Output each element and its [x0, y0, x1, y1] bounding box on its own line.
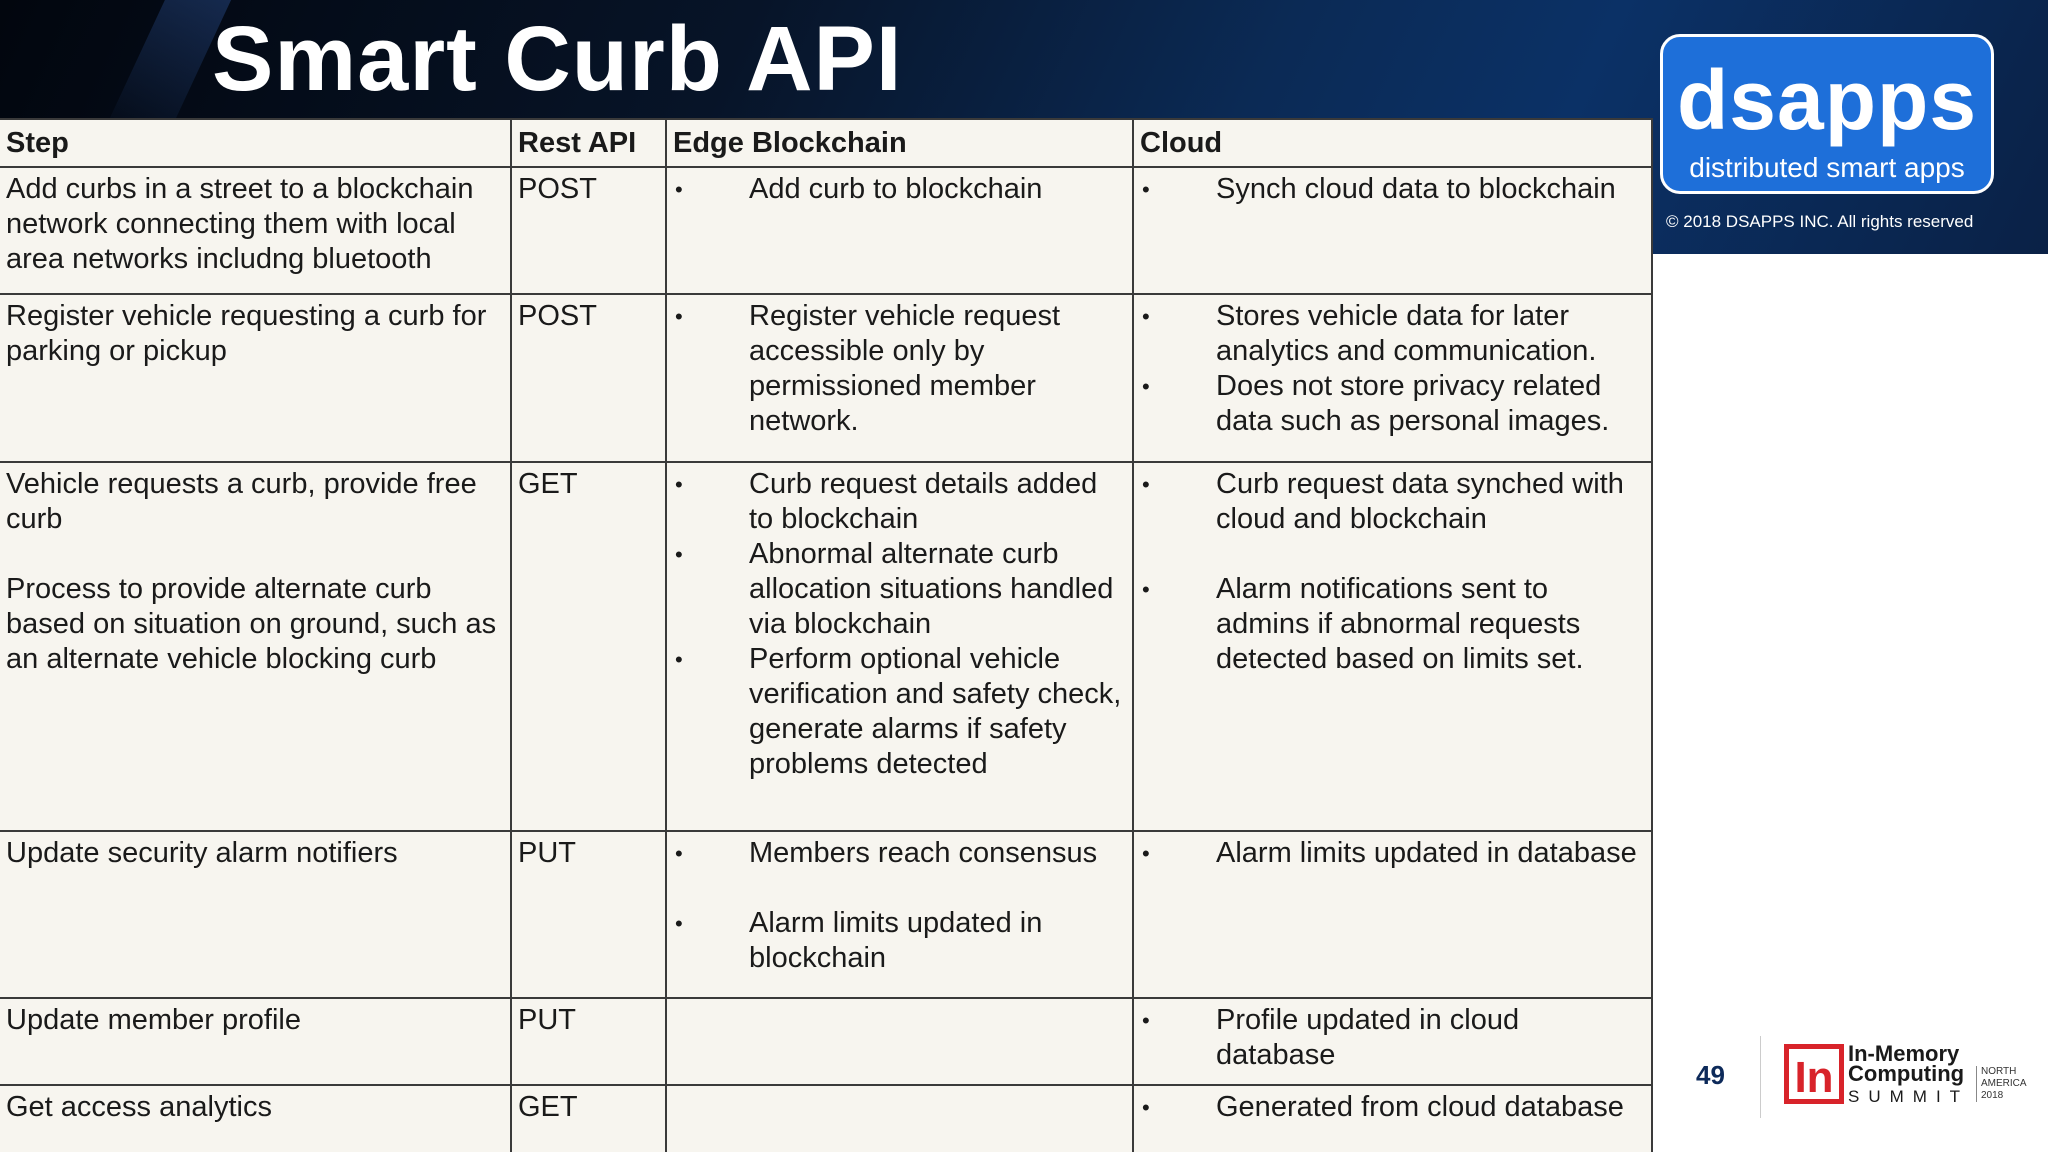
step-text: Add curbs in a street to a blockchain network connecting them with local area networks includng bluetooth — [6, 173, 474, 275]
edge-blockchain-cell — [666, 1085, 1133, 1152]
event-year: 2018 — [1981, 1090, 2004, 1101]
table-header-row — [0, 119, 1652, 167]
bullet-icon: • — [675, 542, 683, 568]
rest-api-method: PUT — [511, 831, 666, 999]
cloud-cell — [1133, 294, 1652, 462]
bullet-icon: • — [675, 177, 683, 202]
dsapps-logo — [1660, 34, 1994, 194]
cloud-cell — [1133, 462, 1652, 831]
step-text: Vehicle requests a curb, provide free curb — [6, 468, 477, 536]
bullet-item — [673, 299, 1126, 439]
bullet-icon: • — [1142, 840, 1150, 866]
footer-divider — [1760, 1036, 1761, 1118]
edge-blockchain-cell — [666, 831, 1133, 999]
event-line1: In-Memory — [1848, 1041, 1960, 1066]
copyright-notice: © 2018 DSAPPS INC. All rights reserved — [1666, 212, 1974, 231]
bullet-item — [1140, 572, 1645, 677]
bullet-text: Generated from cloud database — [1216, 1091, 1624, 1124]
event-line3: SUMMIT — [1848, 1087, 1970, 1106]
bullet-icon: • — [1142, 374, 1150, 400]
table-row — [0, 1085, 1652, 1152]
rest-api-method: POST — [511, 294, 666, 462]
bullet-icon: • — [675, 840, 683, 866]
bullet-icon: • — [1142, 577, 1150, 603]
bullet-text: Curb request details added to blockchain — [749, 468, 1098, 536]
table-row — [0, 998, 1652, 1085]
table-row — [0, 831, 1652, 999]
bullet-item — [673, 906, 1126, 976]
step-cell — [0, 998, 511, 1085]
bullet-icon: • — [1142, 1008, 1150, 1034]
step-text: Process to provide alternate curb based on situation on ground, such as an alternate vehicle blocking curb — [6, 573, 497, 676]
cloud-cell — [1133, 1085, 1652, 1152]
bullet-text: Register vehicle request accessible only by permissioned member network. — [749, 300, 1061, 438]
bullet-item — [1140, 1003, 1645, 1073]
rest-api-method: POST — [511, 167, 666, 294]
logo-tagline: distributed smart apps — [1689, 152, 1965, 183]
bullet-text: Alarm limits updated in blockchain — [749, 906, 1043, 974]
cloud-cell — [1133, 167, 1652, 294]
cloud-cell — [1133, 831, 1652, 999]
bullet-text: Synch cloud data to blockchain — [1216, 173, 1616, 205]
bullet-text: Alarm notifications sent to admins if abnormal requests detected based on limits set. — [1216, 573, 1584, 676]
bullet-item — [1140, 836, 1645, 871]
step-text: Update member profile — [6, 1004, 301, 1037]
step-text: Update security alarm notifiers — [6, 836, 398, 869]
step-cell — [0, 1085, 511, 1152]
bullet-text: Curb request data synched with cloud and blockchain — [1216, 468, 1624, 536]
edge-blockchain-cell — [666, 998, 1133, 1085]
header-cloud: Cloud — [1133, 119, 1652, 167]
bullet-icon: • — [1142, 1095, 1150, 1121]
bullet-icon: • — [1142, 472, 1150, 498]
side-panel — [1652, 254, 2048, 1152]
table-row — [0, 462, 1652, 831]
bullet-text: Perform optional vehicle verification and safety check, generate alarms if safety problems detected — [749, 643, 1122, 781]
bullet-text: Abnormal alternate curb allocation situations handled via blockchain — [749, 538, 1114, 641]
bullet-item — [1140, 172, 1645, 207]
bullet-text: Does not store privacy related data such as personal images. — [1216, 370, 1610, 438]
bullet-text: Add curb to blockchain — [749, 173, 1043, 205]
bullet-icon: • — [1142, 304, 1150, 330]
rest-api-method: PUT — [511, 998, 666, 1085]
rest-api-method: GET — [511, 462, 666, 831]
bullet-icon: • — [675, 472, 683, 498]
in-memory-computing-logo-icon — [1784, 1044, 1844, 1104]
edge-blockchain-cell — [666, 462, 1133, 831]
api-table — [0, 118, 1653, 1152]
bullet-item — [673, 537, 1126, 642]
bullet-item — [1140, 369, 1645, 439]
edge-blockchain-cell — [666, 294, 1133, 462]
edge-blockchain-cell — [666, 167, 1133, 294]
bullet-text: Profile updated in cloud database — [1216, 1004, 1520, 1072]
bullet-item — [673, 467, 1126, 537]
event-name — [1848, 1041, 1970, 1108]
table-row — [0, 294, 1652, 462]
header-step: Step — [0, 119, 511, 167]
step-cell — [0, 294, 511, 462]
bullet-icon: • — [675, 304, 683, 330]
step-text: Get access analytics — [6, 1091, 272, 1124]
rest-api-method: GET — [511, 1085, 666, 1152]
region-america: AMERICA — [1981, 1078, 2027, 1089]
bullet-text: Alarm limits updated in database — [1216, 836, 1637, 869]
bullet-icon: • — [675, 910, 683, 936]
step-text: Register vehicle requesting a curb for parking or pickup — [6, 300, 487, 368]
bullet-item — [1140, 299, 1645, 369]
step-cell — [0, 462, 511, 831]
bullet-item — [673, 642, 1126, 782]
step-cell — [0, 831, 511, 999]
event-line2: Computing — [1848, 1061, 1965, 1086]
logo-letters: In — [1794, 1053, 1834, 1102]
event-region — [1976, 1066, 2027, 1102]
table-row — [0, 167, 1652, 294]
header-rest-api: Rest API — [511, 119, 666, 167]
bullet-item — [1140, 1090, 1645, 1125]
bullet-icon: • — [1142, 177, 1150, 202]
bullet-text: Stores vehicle data for later analytics and communication. — [1216, 300, 1597, 368]
region-north: NORTH — [1981, 1066, 2017, 1077]
page-number: 49 — [1696, 1060, 1725, 1090]
slide-title: Smart Curb API — [212, 8, 903, 110]
bullet-item — [1140, 467, 1645, 537]
cloud-cell — [1133, 998, 1652, 1085]
bullet-item — [673, 172, 1126, 207]
bullet-item — [673, 836, 1126, 871]
step-cell — [0, 167, 511, 294]
bullet-text: Members reach consensus — [749, 836, 1098, 869]
bullet-icon: • — [675, 647, 683, 673]
logo-name: dsapps — [1676, 53, 1978, 147]
header-edge-blockchain: Edge Blockchain — [666, 119, 1133, 167]
